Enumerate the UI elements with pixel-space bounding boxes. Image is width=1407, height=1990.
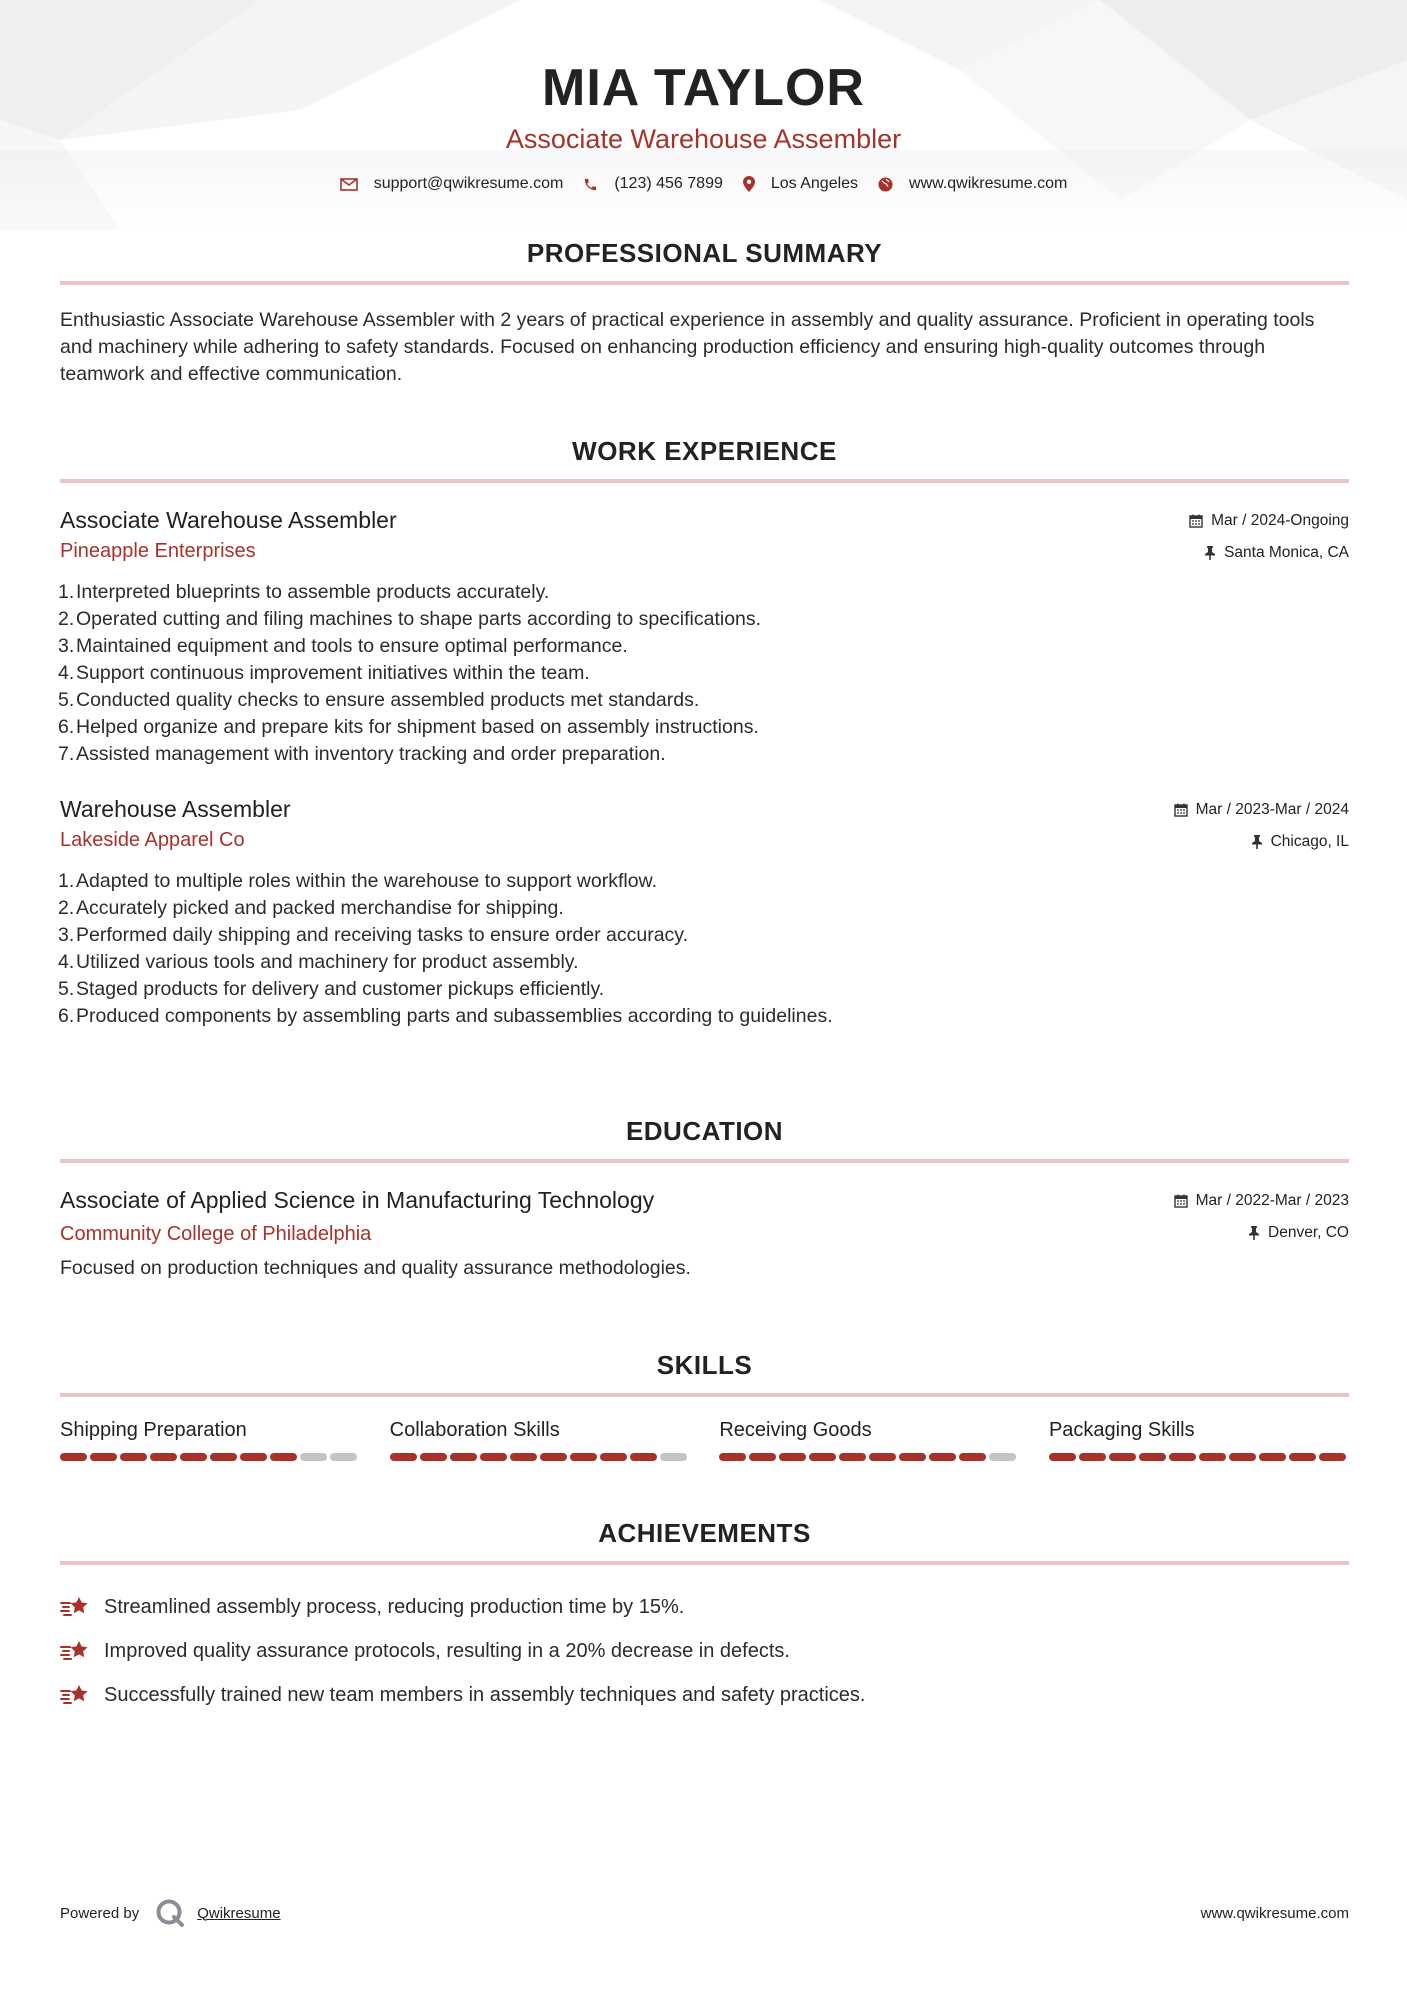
section-divider bbox=[60, 1393, 1349, 1397]
skill-name: Collaboration Skills bbox=[389, 1419, 560, 1441]
skill-segment-filled bbox=[420, 1453, 447, 1461]
shooting-star-icon bbox=[60, 1594, 92, 1620]
skill-segment-filled bbox=[90, 1453, 117, 1461]
skill-name: Shipping Preparation bbox=[60, 1419, 247, 1441]
calendar-icon bbox=[1189, 514, 1203, 528]
job-entry bbox=[60, 794, 1349, 1030]
section-divider bbox=[60, 281, 1349, 285]
skill-name: Packaging Skills bbox=[1048, 1419, 1195, 1441]
list-item: 2. Operated cutting and filing machines to shape parts according to specifications. bbox=[58, 608, 762, 630]
experience-heading: WORK EXPERIENCE bbox=[572, 436, 837, 466]
skill-segment-filled bbox=[1169, 1453, 1196, 1461]
skills-heading: SKILLS bbox=[656, 1350, 753, 1380]
email-text: support@qwikresume.com bbox=[373, 175, 564, 192]
skill-segment-filled bbox=[600, 1453, 627, 1461]
skill-segment-filled bbox=[390, 1453, 417, 1461]
skill-segment-filled bbox=[480, 1453, 507, 1461]
globe-icon bbox=[878, 177, 893, 192]
list-item: 5. Staged products for delivery and customer pickups efficiently. bbox=[58, 978, 605, 1000]
list-item: 4. Support continuous improvement initiatives within the team. bbox=[58, 662, 590, 684]
section-divider bbox=[60, 479, 1349, 483]
skill-segment-filled bbox=[959, 1453, 986, 1461]
education-entry bbox=[60, 1185, 1349, 1282]
shooting-star-icon bbox=[60, 1638, 92, 1664]
phone-icon bbox=[583, 177, 598, 192]
skill-segment-filled bbox=[450, 1453, 477, 1461]
list-item: 2. Accurately picked and packed merchandise for shipping. bbox=[58, 897, 564, 919]
job-dates: Mar / 2023-Mar / 2024 bbox=[1195, 801, 1349, 818]
achievements-heading: ACHIEVEMENTS bbox=[598, 1518, 811, 1548]
skill-segment-filled bbox=[270, 1453, 297, 1461]
skill-segment-filled bbox=[899, 1453, 926, 1461]
skills-section bbox=[60, 1350, 1349, 1461]
shooting-star-icon bbox=[60, 1682, 92, 1708]
skill-item bbox=[390, 1417, 690, 1461]
list-item: 3. Maintained equipment and tools to ensure optimal performance. bbox=[58, 635, 628, 657]
list-item: 4. Utilized various tools and machinery for product assembly. bbox=[58, 951, 579, 973]
skill-segment-filled bbox=[1109, 1453, 1136, 1461]
skill-level-bar bbox=[719, 1453, 1019, 1461]
achievements-section bbox=[60, 1518, 1349, 1717]
education-location: Denver, CO bbox=[1268, 1224, 1349, 1241]
education-section bbox=[60, 1116, 1349, 1282]
contact-bar bbox=[0, 175, 1407, 193]
list-item: 5. Conducted quality checks to ensure assembled products met standards. bbox=[58, 689, 700, 711]
list-item: Streamlined assembly process, reducing production time by 15%. bbox=[60, 1585, 1349, 1629]
list-item: 3. Performed daily shipping and receiving tasks to ensure order accuracy. bbox=[58, 924, 689, 946]
company-name: Pineapple Enterprises bbox=[60, 540, 256, 562]
achievements-list bbox=[60, 1585, 1349, 1717]
brand-link[interactable]: Qwikresume bbox=[197, 1904, 281, 1922]
pushpin-icon bbox=[1251, 835, 1263, 849]
list-item: 6. Helped organize and prepare kits for shipment based on assembly instructions. bbox=[58, 716, 759, 738]
list-item: 6. Produced components by assembling parts and subassemblies according to guidelines. bbox=[58, 1005, 833, 1027]
section-divider bbox=[60, 1561, 1349, 1565]
skill-segment-filled bbox=[120, 1453, 147, 1461]
skill-segment-empty bbox=[660, 1453, 687, 1461]
qwikresume-logo-icon bbox=[155, 1898, 185, 1928]
skill-segment-empty bbox=[300, 1453, 327, 1461]
skills-row bbox=[60, 1417, 1349, 1461]
skill-segment-filled bbox=[779, 1453, 806, 1461]
degree-title: Associate of Applied Science in Manufacturing Technology bbox=[60, 1187, 655, 1213]
skill-item bbox=[60, 1417, 360, 1461]
job-location: Chicago, IL bbox=[1270, 833, 1349, 850]
summary-heading: PROFESSIONAL SUMMARY bbox=[526, 238, 883, 268]
contact-location bbox=[743, 175, 858, 193]
list-item: Improved quality assurance protocols, resulting in a 20% decrease in defects. bbox=[60, 1629, 1349, 1673]
list-item: Successfully trained new team members in assembly techniques and safety practices. bbox=[60, 1673, 1349, 1717]
school-name: Community College of Philadelphia bbox=[60, 1223, 372, 1245]
candidate-name: MIA TAYLOR bbox=[542, 59, 865, 117]
skill-level-bar bbox=[390, 1453, 690, 1461]
skill-item bbox=[719, 1417, 1019, 1461]
summary-section bbox=[60, 238, 1349, 388]
section-divider bbox=[60, 1159, 1349, 1163]
skill-item bbox=[1049, 1417, 1349, 1461]
skill-level-bar bbox=[1049, 1453, 1349, 1461]
experience-section bbox=[60, 436, 1349, 1030]
skill-segment-filled bbox=[869, 1453, 896, 1461]
skill-segment-filled bbox=[809, 1453, 836, 1461]
skill-segment-filled bbox=[719, 1453, 746, 1461]
education-dates: Mar / 2022-Mar / 2023 bbox=[1195, 1192, 1349, 1209]
summary-text: Enthusiastic Associate Warehouse Assembler with 2 years of practical experience in assembly and quality assurance. Proficient in operating tools and machinery while adhering to safety standards. Focused on enhancing production efficiency and ensuring high-quality outcomes through teamwork and effective communication. bbox=[60, 309, 1315, 385]
calendar-icon bbox=[1174, 1194, 1188, 1208]
skill-segment-filled bbox=[1289, 1453, 1316, 1461]
skill-name: Receiving Goods bbox=[719, 1419, 872, 1441]
skill-segment-filled bbox=[60, 1453, 87, 1461]
pushpin-icon bbox=[1204, 546, 1216, 560]
job-title: Warehouse Assembler bbox=[60, 796, 291, 822]
envelope-icon bbox=[340, 178, 358, 191]
contact-phone[interactable] bbox=[583, 175, 723, 193]
skill-segment-filled bbox=[510, 1453, 537, 1461]
pushpin-icon bbox=[1248, 1226, 1260, 1240]
skill-segment-filled bbox=[839, 1453, 866, 1461]
footer-website-link[interactable]: www.qwikresume.com bbox=[1200, 1904, 1349, 1922]
skill-segment-filled bbox=[1139, 1453, 1166, 1461]
list-item: 1. Interpreted blueprints to assemble products accurately. bbox=[58, 581, 550, 603]
skill-segment-empty bbox=[989, 1453, 1016, 1461]
skill-segment-filled bbox=[1319, 1453, 1346, 1461]
phone-text: (123) 456 7899 bbox=[614, 175, 723, 192]
skill-segment-filled bbox=[1259, 1453, 1286, 1461]
contact-email[interactable] bbox=[340, 175, 564, 193]
skill-segment-filled bbox=[150, 1453, 177, 1461]
contact-website[interactable] bbox=[878, 175, 1067, 193]
company-name: Lakeside Apparel Co bbox=[60, 829, 245, 851]
job-location: Santa Monica, CA bbox=[1224, 544, 1349, 561]
skill-segment-filled bbox=[929, 1453, 956, 1461]
resume-header bbox=[0, 0, 1407, 193]
skill-segment-empty bbox=[330, 1453, 357, 1461]
job-title: Associate Warehouse Assembler bbox=[60, 507, 397, 533]
skill-level-bar bbox=[60, 1453, 360, 1461]
website-text: www.qwikresume.com bbox=[909, 175, 1068, 192]
education-description: Focused on production techniques and quality assurance methodologies. bbox=[60, 1257, 691, 1279]
list-item: 7. Assisted management with inventory tracking and order preparation. bbox=[58, 743, 666, 765]
education-heading: EDUCATION bbox=[625, 1116, 784, 1146]
powered-by-label: Powered by bbox=[60, 1904, 140, 1922]
skill-segment-filled bbox=[1079, 1453, 1106, 1461]
skill-segment-filled bbox=[1049, 1453, 1076, 1461]
map-pin-icon bbox=[743, 176, 755, 192]
location-text: Los Angeles bbox=[770, 175, 859, 192]
skill-segment-filled bbox=[1229, 1453, 1256, 1461]
skill-segment-filled bbox=[240, 1453, 267, 1461]
job-bullets bbox=[60, 868, 1349, 1030]
calendar-icon bbox=[1174, 803, 1188, 817]
job-bullets bbox=[60, 579, 1349, 768]
skill-segment-filled bbox=[749, 1453, 776, 1461]
candidate-title: Associate Warehouse Assembler bbox=[505, 124, 902, 154]
skill-segment-filled bbox=[210, 1453, 237, 1461]
job-entry bbox=[60, 505, 1349, 768]
skill-segment-filled bbox=[180, 1453, 207, 1461]
skill-segment-filled bbox=[1199, 1453, 1226, 1461]
skill-segment-filled bbox=[630, 1453, 657, 1461]
job-dates: Mar / 2024-Ongoing bbox=[1211, 512, 1349, 529]
skill-segment-filled bbox=[570, 1453, 597, 1461]
skill-segment-filled bbox=[540, 1453, 567, 1461]
list-item: 1. Adapted to multiple roles within the warehouse to support workflow. bbox=[58, 870, 657, 892]
page-footer bbox=[60, 1898, 1349, 1928]
